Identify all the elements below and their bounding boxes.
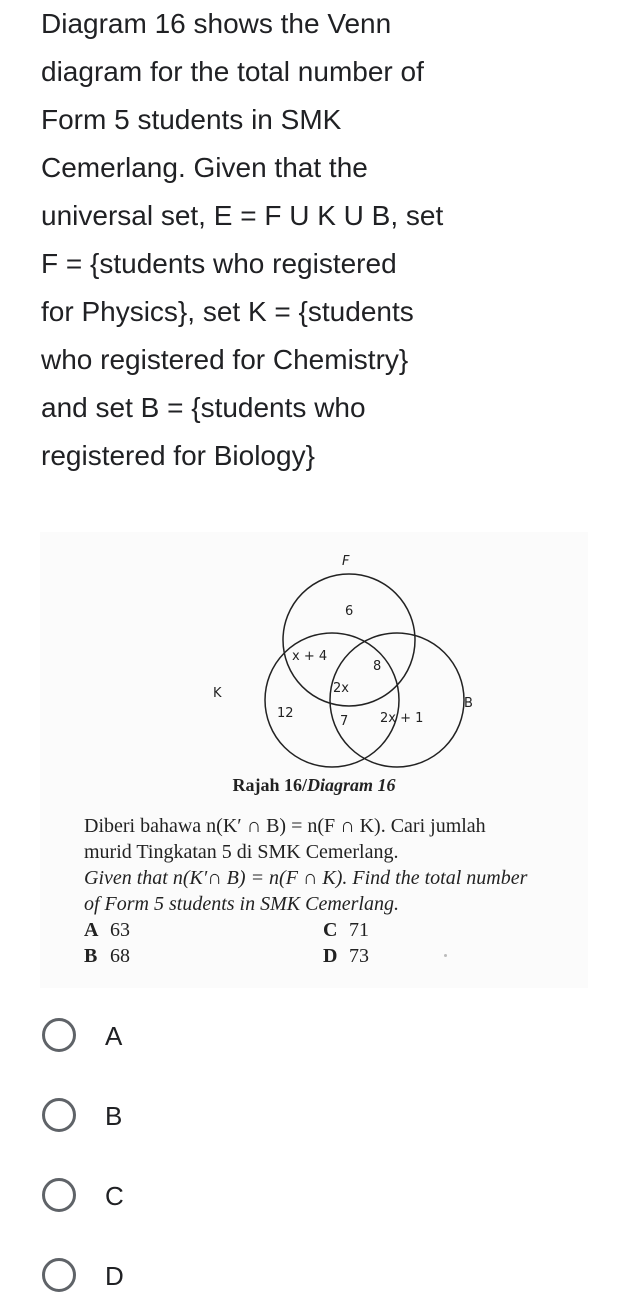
option-label: B <box>105 1101 123 1131</box>
region-k-only: 12 <box>277 706 294 721</box>
option-b[interactable] <box>40 1080 340 1140</box>
caption-ms: Rajah 16/ <box>232 775 307 795</box>
region-b-only: 2x + 1 <box>380 711 424 726</box>
malay-line: murid Tingkatan 5 di SMK Cemerlang. <box>84 841 399 863</box>
question-line: who registered for Chemistry} <box>41 344 409 375</box>
figure-answer-b <box>84 943 130 969</box>
option-label: C <box>105 1181 124 1211</box>
option-c[interactable] <box>40 1160 340 1220</box>
radio-button-icon[interactable] <box>42 1018 76 1052</box>
venn-circle-b <box>330 633 464 767</box>
question-figure <box>40 532 588 988</box>
figure-answer-c <box>323 917 369 943</box>
option-label: A <box>105 1021 123 1051</box>
question-line: universal set, E = F U K U B, set <box>41 200 444 231</box>
figure-caption <box>40 775 588 796</box>
figure-answer-d <box>323 943 369 969</box>
option-d[interactable] <box>40 1240 340 1300</box>
question-line: Form 5 students in SMK <box>41 104 342 135</box>
question-line: Cemerlang. Given that the <box>41 152 368 183</box>
option-label: D <box>105 1261 124 1291</box>
answer-letter: B <box>84 945 98 967</box>
malay-line: Diberi bahawa n(K′ ∩ B) = n(F ∩ K). Cari jumlah <box>84 815 486 837</box>
caption-en: Diagram 16 <box>307 775 396 795</box>
region-f-k: x + 4 <box>292 649 328 664</box>
answer-value: 71 <box>349 919 369 941</box>
set-label-f: F <box>342 554 350 569</box>
figure-question-text <box>84 813 584 917</box>
answer-letter: C <box>323 919 338 941</box>
venn-circle-k <box>265 633 399 767</box>
option-a[interactable] <box>40 1000 340 1060</box>
question-line: for Physics}, set K = {students <box>41 296 414 327</box>
english-line: Given that n(K′∩ B) = n(F ∩ K). Find the total number <box>84 867 528 889</box>
english-line: of Form 5 students in SMK Cemerlang. <box>84 893 399 915</box>
radio-button-icon[interactable] <box>42 1178 76 1212</box>
answer-letter: A <box>84 919 99 941</box>
region-k-b: 7 <box>340 714 349 729</box>
question-line: diagram for the total number of <box>41 56 424 87</box>
figure-answer-a <box>84 917 130 943</box>
question-line: Diagram 16 shows the Venn <box>41 8 392 39</box>
question-text <box>41 0 491 480</box>
question-line: and set B = {students who <box>41 392 366 423</box>
question-line: F = {students who registered <box>41 248 397 279</box>
set-label-k: K <box>213 686 222 701</box>
answer-value: 68 <box>110 945 130 967</box>
answer-letter: D <box>323 945 338 967</box>
set-label-b: B <box>464 696 473 711</box>
region-f-only: 6 <box>345 604 354 619</box>
scan-speck <box>444 954 447 957</box>
answer-value: 63 <box>110 919 130 941</box>
venn-diagram <box>40 532 588 772</box>
region-f-b: 8 <box>373 659 382 674</box>
region-f-k-b: 2x <box>333 681 349 696</box>
answer-value: 73 <box>349 945 369 967</box>
radio-button-icon[interactable] <box>42 1098 76 1132</box>
radio-button-icon[interactable] <box>42 1258 76 1292</box>
question-line: registered for Biology} <box>41 440 315 471</box>
